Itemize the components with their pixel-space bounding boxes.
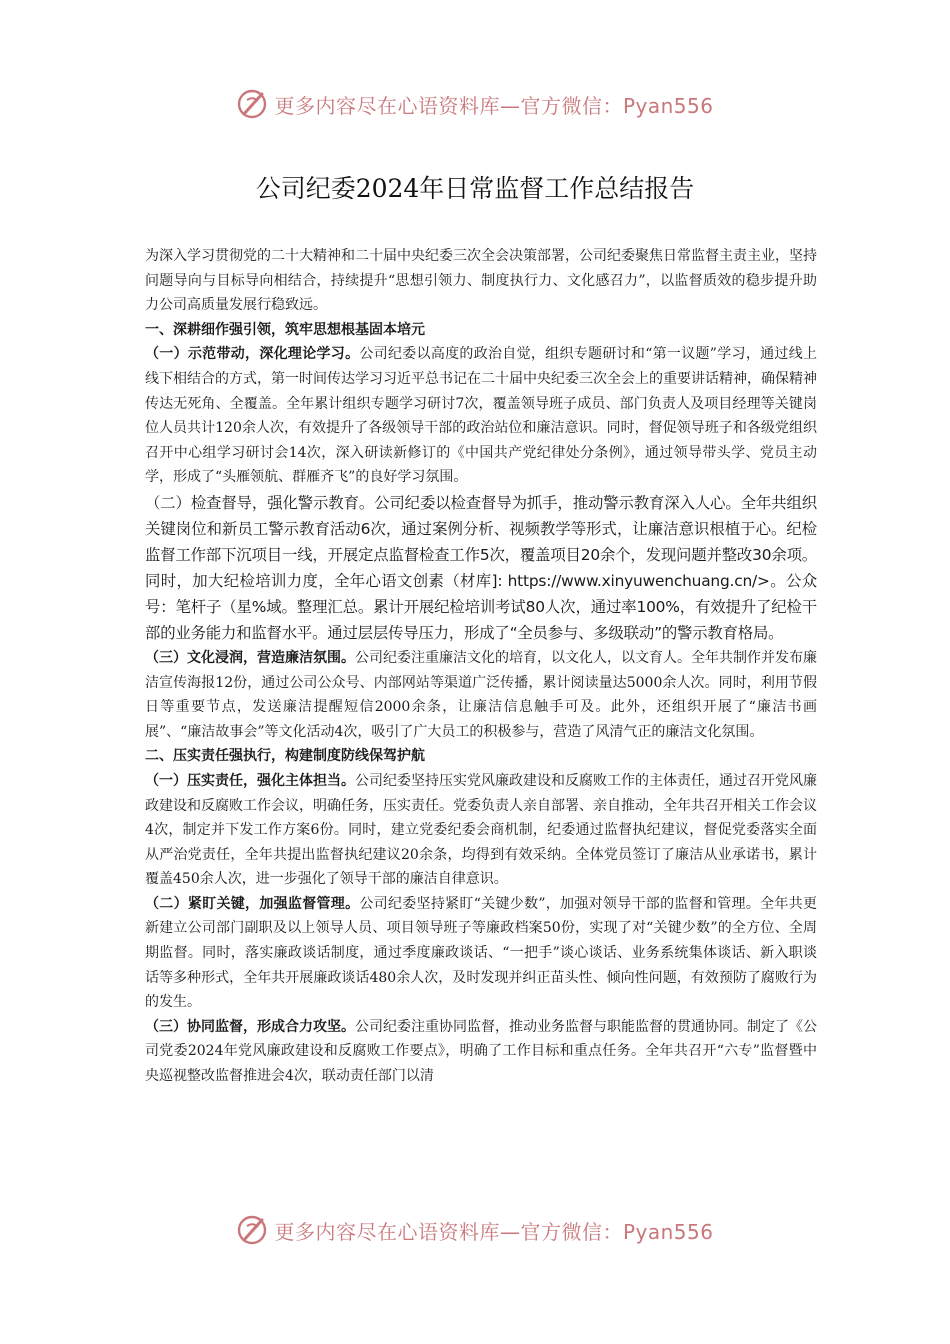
paragraph-text: 公司纪委坚持压实党风廉政建设和反腐败工作的主体责任，通过召开党风廉政建设和反腐败工作会议，明确任务，压实责任。党委负责人亲自部署、亲自推动，全年共召开相关工作会议4次，制定并下发工作方案6份。同时，建立党委纪委会商机制，纪委通过监督执纪建议，督促党委落实全面从严治党责任，全年共提出监督执纪建议20余条，均得到有效采纳。全体党员签订了廉洁从业承诺书，累计覆盖450余人次，进一步强化了领导干部的廉洁自律意识。 <box>145 772 817 888</box>
pen-logo-icon <box>236 87 270 121</box>
paragraph-text: 公司纪委以高度的政治自觉，组织专题研讨和“第一议题”学习，通过线上线下相结合的方式，第一时间传达学习习近平总书记在二十届中央纪委三次全会上的重要讲话精神，确保精神传达无死角、全覆盖。全年累计组织专题学习研讨7次，覆盖领导班子成员、部门负责人及项目经理等关键岗位人员共计120余人次，有效提升了各级领导干部的政治站位和廉洁意识。同时，督促领导班子和各级党组织召开中心组学习研讨会14次，深入研读新修订的《中国共产党纪律处分条例》，通过领导带头学、党员主动学，形成了“头雁领航、群雁齐飞”的良好学习氛围。 <box>145 346 817 486</box>
watermark-banner-bottom <box>0 1210 950 1250</box>
paragraph-text: 公司纪委以检查督导为抓手，推动警示教育深入人心。全年共组织关键岗位和新员工警示教育活动6次，通过案例分析、视频教学等形式，让廉洁意识根植于心。纪检监督工作部下沉项目一线，开展定点监督检查工作5次，覆盖项目20余个，发现问题并整改30余项。同时，加大纪检培训力度，全年心语文创素（材库]: https://www.xinyuwenchuang.cn/>。公众号：笔杆子（星%域。整理汇总。累计开展纪检培训考试80人次，通过率100%，有效提升了纪检干部的业务能力和监督水平。通过层层传导压力，形成了“全员参与、多级联动”的警示教育格局。 <box>145 493 817 642</box>
subheading: （二）紧盯关键，加强监督管理。 <box>145 895 360 912</box>
pen-logo-icon <box>236 1213 270 1247</box>
section-2-heading: 二、压实责任强执行，构建制度防线保驾护航 <box>145 748 425 765</box>
subheading: （二）检查督导，强化警示教育。 <box>145 493 375 512</box>
section-2-paragraph-2 <box>145 892 817 1015</box>
paragraph-text: 公司纪委注重廉洁文化的培育，以文化人，以文育人。全年共制作并发布廉洁宣传海报12份，通过公司公众号、内部网站等渠道广泛传播，累计阅读量达5000余人次。同时，利用节假日等重要节点，发送廉洁提醒短信2000余条，让廉洁信息触手可及。此外，还组织开展了“廉洁书画展”、“廉洁故事会”等文化活动4次，吸引了广大员工的积极参与，营造了风清气正的廉洁文化氛围。 <box>145 649 817 740</box>
section-1-paragraph-1 <box>145 342 817 490</box>
paragraph-text: 公司纪委坚持紧盯“关键少数”，加强对领导干部的监督和管理。全年共更新建立公司部门副职及以上领导人员、项目领导班子等廉政档案50份，实现了对“关键少数”的全方位、全周期监督。同时，落实廉政谈话制度，通过季度廉政谈话、“一把手”谈心谈话、业务系统集体谈话、新入职谈话等多种形式，全年共开展廉政谈话480余人次，及时发现并纠正苗头性、倾向性问题，有效预防了腐败行为的发生。 <box>145 895 817 1011</box>
document-title: 公司纪委2024年日常监督工作总结报告 <box>255 173 695 203</box>
watermark-text: 更多内容尽在心语资料库—官方微信：Pyan556 <box>274 1219 714 1244</box>
subheading: （一）示范带动，深化理论学习。 <box>145 346 360 363</box>
section-1-paragraph-3 <box>145 646 817 744</box>
section-2-paragraph-1 <box>145 769 817 892</box>
section-1-paragraph-2 <box>145 490 817 646</box>
subheading: （三）文化浸润，营造廉洁氛围。 <box>145 649 355 666</box>
watermark-banner-top <box>0 84 950 124</box>
document-body <box>145 244 817 1089</box>
watermark-text: 更多内容尽在心语资料库—官方微信：Pyan556 <box>274 93 714 118</box>
paragraph-text: 公司纪委注重协同监督，推动业务监督与职能监督的贯通协同。制定了《公司党委2024年党风廉政建设和反腐败工作要点》，明确了工作目标和重点任务。全年共召开“六专”监督暨中央巡视整改监督推进会4次，联动责任部门以清 <box>145 1018 817 1085</box>
subheading: （一）压实责任，强化主体担当。 <box>145 772 355 789</box>
section-2-paragraph-3 <box>145 1015 817 1089</box>
section-1-heading: 一、深耕细作强引领，筑牢思想根基固本培元 <box>145 321 425 338</box>
subheading: （三）协同监督，形成合力攻坚。 <box>145 1018 355 1035</box>
intro-paragraph: 为深入学习贯彻党的二十大精神和二十届中央纪委三次全会决策部署，公司纪委聚焦日常监督主责主业，坚持问题导向与目标导向相结合，持续提升“思想引领力、制度执行力、文化感召力”，以监督质效的稳步提升助力公司高质量发展行稳致远。 <box>145 248 817 314</box>
